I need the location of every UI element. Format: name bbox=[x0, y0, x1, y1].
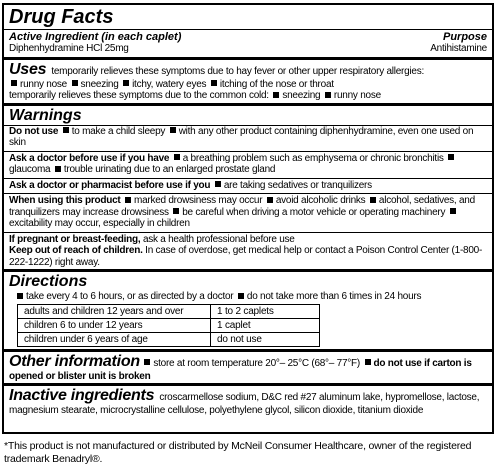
bullet-icon bbox=[11, 80, 17, 86]
bullet-icon bbox=[170, 127, 176, 133]
keep-out-of-reach-block bbox=[9, 245, 487, 268]
uses-item: itchy, watery eyes bbox=[132, 78, 207, 90]
uses-item: runny nose bbox=[20, 78, 67, 90]
bullet-icon bbox=[448, 154, 454, 160]
footnote: *This product is not manufactured or distributed by McNeil Consumer Healthcare, owner of the registered trademark Benadryl®. bbox=[4, 440, 472, 465]
inactive-ingredients-text: croscarmellose sodium, D&C red #27 aluminum lake, hypromellose, lactose, magnesium stearate, microcrystalline cellulose, polyethylene glycol, silicon dioxide, titanium dioxide bbox=[9, 392, 480, 416]
ask-pharmacist-block bbox=[4, 178, 492, 194]
inactive-ingredients-section bbox=[4, 386, 492, 417]
drug-facts-title: Drug Facts bbox=[9, 6, 114, 28]
active-ingredient: Diphenhydramine HCl 25mg bbox=[9, 43, 129, 54]
bullet-icon bbox=[238, 293, 244, 299]
uses-item: sneezing bbox=[80, 78, 119, 90]
bullet-icon bbox=[325, 92, 331, 98]
uses-item: sneezing bbox=[282, 90, 321, 101]
bullet-icon bbox=[72, 80, 78, 86]
other-information-heading: Other information bbox=[9, 352, 140, 370]
ask-doctor-label: Ask a doctor before use if you have bbox=[9, 152, 170, 164]
keep-out-of-reach-label: Keep out of reach of children. bbox=[9, 245, 143, 256]
age-group-cell: children 6 to under 12 years bbox=[18, 318, 211, 332]
uses-intro-2: temporarily relieves these symptoms due to the common cold: bbox=[9, 90, 269, 101]
uses-item: runny nose bbox=[333, 90, 381, 101]
dose-cell: 1 to 2 caplets bbox=[211, 304, 320, 318]
bullet-icon bbox=[55, 166, 61, 172]
age-group-cell: adults and children 12 years and over bbox=[18, 304, 211, 318]
table-row bbox=[18, 318, 320, 332]
bullet-icon bbox=[125, 197, 131, 203]
directions-section bbox=[4, 272, 492, 352]
ask-doctor-item: glaucoma bbox=[9, 164, 51, 175]
dose-cell: 1 caplet bbox=[211, 318, 320, 332]
pregnancy-label: If pregnant or breast-feeding, bbox=[9, 233, 141, 245]
active-ingredient-section bbox=[4, 30, 492, 60]
when-using-item: avoid alcoholic drinks bbox=[275, 195, 366, 206]
uses-section bbox=[4, 60, 492, 106]
when-using-item: be careful when driving a motor vehicle or operating machinery bbox=[182, 206, 446, 218]
ask-pharmacist-text: are taking sedatives or tranquilizers bbox=[223, 179, 372, 191]
when-using-label: When using this product bbox=[9, 195, 121, 206]
bullet-icon bbox=[273, 92, 279, 98]
active-heading: Active Ingredient (in each caplet) bbox=[9, 31, 182, 43]
inactive-ingredients-heading: Inactive ingredients bbox=[9, 387, 155, 404]
ask-doctor-item: trouble urinating due to an enlarged prostate gland bbox=[63, 164, 276, 175]
do-not-use-block bbox=[4, 125, 492, 151]
drug-facts-header bbox=[4, 5, 492, 30]
keep-out-of-reach-text: In case of overdose, get medical help or contact a Poison Control Center (1-800-222-1222) right away. bbox=[9, 245, 483, 268]
do-not-use-label: Do not use bbox=[9, 125, 59, 137]
pregnancy-text: ask a health professional before use bbox=[142, 233, 295, 245]
pregnancy-block bbox=[4, 232, 492, 246]
do-not-use-item: to make a child sleepy bbox=[71, 125, 166, 137]
table-row bbox=[18, 304, 320, 318]
ask-pharmacist-label: Ask a doctor or pharmacist before use if you bbox=[9, 179, 211, 191]
bullet-icon bbox=[174, 154, 180, 160]
when-using-item: alcohol, sedatives, and tranquilizers may increase drowsiness bbox=[9, 195, 475, 218]
bullet-icon bbox=[450, 208, 456, 214]
do-not-use-item: with any other product containing diphenhydramine, even one used on skin bbox=[9, 125, 474, 148]
carton-warning: do not use if carton is opened or blister unit is broken bbox=[9, 357, 472, 382]
ask-doctor-block bbox=[4, 151, 492, 178]
dosage-table bbox=[17, 304, 320, 347]
bullet-icon bbox=[123, 80, 129, 86]
bullet-icon bbox=[144, 359, 150, 365]
bullet-icon bbox=[17, 293, 23, 299]
warnings-section bbox=[4, 106, 492, 273]
uses-heading: Uses bbox=[9, 60, 47, 78]
bullet-icon bbox=[63, 127, 69, 133]
purpose-heading: Purpose bbox=[442, 31, 487, 43]
directions-heading: Directions bbox=[9, 273, 88, 290]
storage-text: store at room temperature 20°– 25°C (68°– 77°F) bbox=[153, 357, 360, 369]
uses-intro: temporarily relieves these symptoms due to hay fever or other upper respiratory allergies: bbox=[51, 65, 424, 77]
warnings-heading: Warnings bbox=[9, 106, 82, 124]
bullet-icon bbox=[267, 197, 273, 203]
when-using-item: marked drowsiness may occur bbox=[134, 195, 263, 206]
bullet-icon bbox=[370, 197, 376, 203]
uses-item: itching of the nose or throat bbox=[219, 78, 334, 90]
when-using-block bbox=[4, 193, 492, 232]
bullet-icon bbox=[211, 80, 217, 86]
purpose-value: Antihistamine bbox=[430, 43, 487, 54]
when-using-item: excitability may occur, especially in children bbox=[9, 218, 190, 229]
directions-item: take every 4 to 6 hours, or as directed by a doctor bbox=[26, 291, 234, 302]
table-row bbox=[18, 332, 320, 346]
dose-cell: do not use bbox=[211, 332, 320, 346]
bullet-icon bbox=[215, 181, 221, 187]
bullet-icon bbox=[365, 359, 371, 365]
other-information-section bbox=[4, 352, 492, 387]
bullet-icon bbox=[173, 208, 179, 214]
ask-doctor-item: a breathing problem such as emphysema or chronic bronchitis bbox=[182, 152, 444, 164]
drug-facts-panel bbox=[2, 3, 494, 434]
age-group-cell: children under 6 years of age bbox=[18, 332, 211, 346]
directions-item: do not take more than 6 times in 24 hours bbox=[246, 291, 422, 302]
